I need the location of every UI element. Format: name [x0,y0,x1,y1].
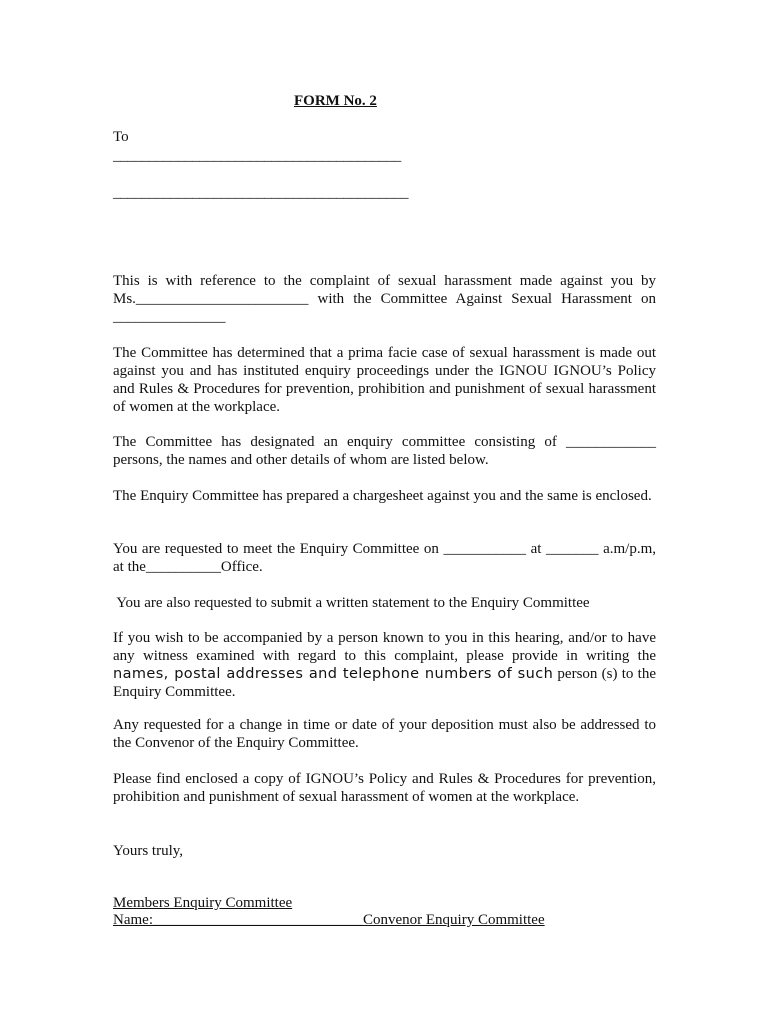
paragraph-prima-facie: The Committee has determined that a prima facie case of sexual harassment is made out against you and has instituted enquiry proceedings under the IGNOU IGNOU’s Policy and Rules & Procedures for prevention, prohibition and punishment of sexual harassment of women at the workplace. [113,345,656,415]
paragraph-reference: This is with reference to the complaint of sexual harassment made against you by Ms._______________________ with the Committee Against Sexual Harassment on _______________ [113,273,656,325]
paragraph-policy-enclosure: Please find enclosed a copy of IGNOU’s Policy and Rules & Procedures for prevention, prohibition and punishment of sexual harassment of women at the workplace. [113,771,656,805]
paragraph-chargesheet: The Enquiry Committee has prepared a chargesheet against you and the same is enclosed. [113,488,652,504]
paragraph-deposition-change: Any requested for a change in time or date of your deposition must also be addressed to the Convenor of the Enquiry Committee. [113,717,656,751]
closing-salutation: Yours truly, [113,843,184,859]
address-line-2: _________________________________________ [113,185,409,201]
paragraph-accompaniment-emphasis: names, postal addresses and telephone numbers of such [113,666,554,682]
paragraph-accompaniment [113,629,656,701]
addressee-label: To [113,129,129,145]
address-line-1: ________________________________________ [113,148,402,164]
paragraph-written-statement: You are also requested to submit a written statement to the Enquiry Committee [113,595,590,611]
form-title: FORM No. 2 [294,93,377,109]
paragraph-meeting-request: You are requested to meet the Enquiry Committee on ___________ at _______ a.m/p.m, at the__________Office. [113,541,656,575]
members-enquiry-committee-label: Members Enquiry Committee [113,895,293,911]
paragraph-committee-designation: The Committee has designated an enquiry committee consisting of ____________ persons, the names and other details of whom are listed below. [113,434,656,468]
paragraph-accompaniment-end: person (s) to the Enquiry Committee. [113,666,656,700]
signature-name-line: Name:____________________________Convenor Enquiry Committee [113,912,545,928]
paragraph-accompaniment-start: If you wish to be accompanied by a person known to you in this hearing, and/or to have any witness examined with regard to this complaint, please provide in writing the [113,630,656,664]
